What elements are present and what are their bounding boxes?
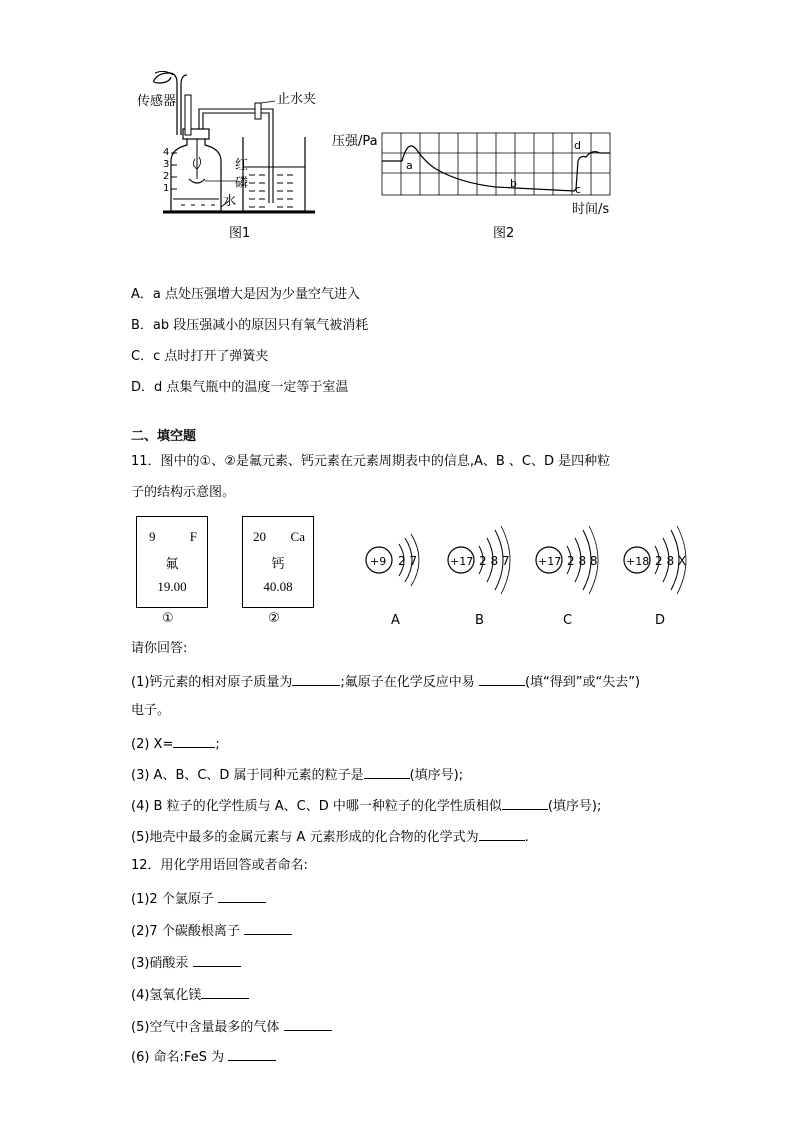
- point-b: b: [510, 177, 517, 190]
- scale-2: 2: [163, 171, 170, 182]
- water-clamp: [255, 103, 261, 119]
- element-name: 氟: [165, 557, 179, 572]
- point-a: a: [406, 159, 413, 172]
- electrons-b: 2 8 7: [479, 554, 510, 568]
- answer-blank-4[interactable]: [502, 795, 548, 810]
- element-symbol: Ca: [290, 529, 305, 544]
- beaker: [243, 137, 305, 211]
- figure-1-caption: 图1: [229, 226, 251, 241]
- element-name: 钙: [271, 557, 285, 572]
- scale-1: 1: [163, 183, 170, 194]
- q12-item-4: (4)氢氧化镁: [131, 984, 249, 1005]
- figure-1-apparatus: [125, 65, 335, 245]
- atom-label-a: A: [391, 613, 400, 628]
- atom-label-d: D: [655, 613, 666, 628]
- figure-2-pressure-graph: [330, 125, 620, 245]
- scale-3: 3: [163, 159, 170, 170]
- q12-item-3: (3)硝酸汞: [131, 952, 241, 973]
- answer-blank-1a[interactable]: [292, 671, 340, 686]
- electrons-c: 2 8 8: [567, 554, 598, 568]
- answer-blank-5[interactable]: [479, 826, 525, 841]
- label-clamp: 止水夹: [277, 92, 317, 107]
- nucleus-d: +18: [626, 555, 650, 568]
- answer-blank-2[interactable]: [173, 733, 215, 748]
- q12-item-1: (1)2 个氯原子: [131, 888, 266, 909]
- section-title: 二、填空题: [131, 429, 197, 444]
- q11-stem-1: 11．图中的①、②是氟元素、钙元素在元素周期表中的信息,A、B 、C、D 是四种粒: [131, 454, 611, 469]
- atom-diagrams: [355, 510, 715, 635]
- q12-item-2: (2)7 个碳酸根离子: [131, 920, 292, 941]
- answer-blank-q12-1[interactable]: [218, 888, 266, 903]
- graph-ylabel: 压强/Pa: [332, 134, 378, 149]
- answer-blank-q12-6[interactable]: [228, 1046, 276, 1061]
- electrons-d: 2 8 X: [655, 554, 687, 568]
- answer-blank-q12-5[interactable]: [284, 1016, 332, 1031]
- option-b: B．ab 段压强减小的原因只有氧气被消耗: [131, 318, 369, 333]
- q11-part-3: (3) A、B、C、D 属于同种元素的粒子是 (填序号);: [131, 764, 463, 785]
- element-card-fluorine: [136, 516, 208, 608]
- answer-blank-q12-3[interactable]: [193, 952, 241, 967]
- label-phosphorus-1: 红: [235, 158, 249, 173]
- atom-label-b: B: [475, 613, 484, 628]
- atomic-mass: 40.08: [263, 579, 293, 594]
- nucleus-c: +17: [538, 555, 562, 568]
- element-card-calcium: [242, 516, 314, 608]
- atom-label-c: C: [563, 613, 573, 628]
- answer-blank-3[interactable]: [364, 764, 410, 779]
- q12-stem: 12．用化学用语回答或者命名:: [131, 858, 308, 873]
- label-phosphorus-2: 磷: [235, 176, 249, 191]
- atom-a: [366, 534, 419, 628]
- gas-collecting-bottle: [171, 139, 221, 211]
- q11-part-5: (5)地壳中最多的金属元素与 A 元素形成的化合物的化学式为 .: [131, 826, 529, 847]
- q11-prompt: 请你回答:: [131, 641, 188, 656]
- q11-part-4: (4) B 粒子的化学性质与 A、C、D 中哪一种粒子的化学性质相似 (填序号);: [131, 795, 601, 816]
- answer-blank-q12-4[interactable]: [201, 984, 249, 999]
- element-symbol: F: [189, 529, 197, 544]
- answer-blank-1b[interactable]: [479, 671, 525, 686]
- nucleus-b: +17: [450, 555, 474, 568]
- label-water: 水: [223, 194, 237, 209]
- point-d: d: [574, 139, 581, 152]
- label-2: ②: [268, 611, 280, 626]
- atomic-mass: 19.00: [157, 579, 187, 594]
- label-sensor: 传感器: [137, 94, 177, 109]
- q11-part-1: (1)钙元素的相对原子质量为 ;氟原子在化学反应中易 (填“得到”或“失去”): [131, 671, 640, 692]
- nucleus-a: +9: [370, 555, 387, 568]
- atomic-number: 9: [149, 529, 156, 544]
- atom-d: [624, 526, 686, 628]
- q11-stem-2: 子的结构示意图。: [131, 485, 236, 500]
- atomic-number: 20: [253, 529, 266, 544]
- option-c: C．c 点时打开了弹簧夹: [131, 349, 269, 364]
- beaker-water: [249, 175, 293, 207]
- point-c: c: [575, 183, 582, 196]
- scale-4: 4: [163, 147, 170, 158]
- atom-c: [536, 526, 598, 628]
- label-1: ①: [162, 611, 174, 626]
- q12-item-6: (6) 命名:FeS 为: [131, 1046, 276, 1067]
- atom-b: [448, 526, 510, 628]
- figure-2-caption: 图2: [493, 226, 515, 241]
- option-d: D．d 点集气瓶中的温度一定等于室温: [131, 380, 349, 395]
- answer-blank-q12-2[interactable]: [244, 920, 292, 935]
- q12-item-5: (5)空气中含量最多的气体: [131, 1016, 332, 1037]
- electrons-a: 2 7: [398, 554, 418, 568]
- graph-xlabel: 时间/s: [572, 202, 610, 217]
- option-a: A．a 点处压强增大是因为少量空气进入: [131, 287, 360, 302]
- q11-part-1-cont: 电子。: [131, 703, 171, 718]
- q11-part-2: (2) X= ;: [131, 733, 220, 754]
